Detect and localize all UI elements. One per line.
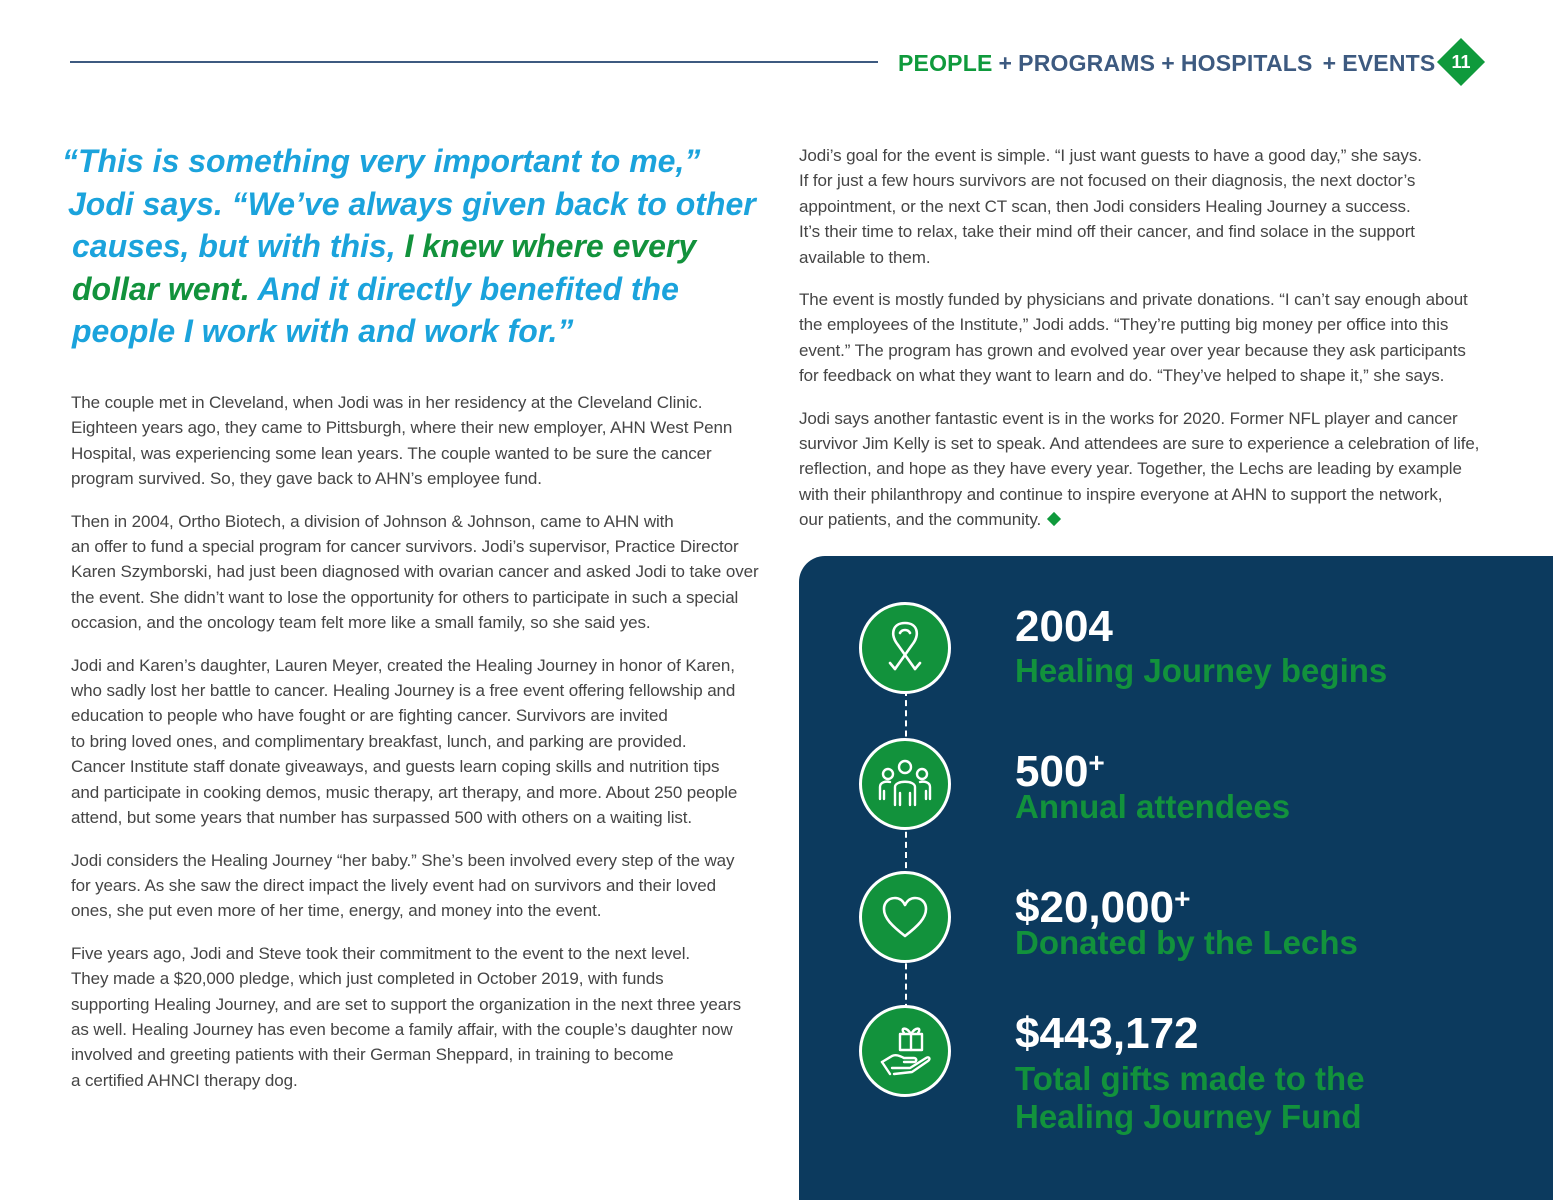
text-line: Hospital, was experiencing some lean years. The couple wanted to be sure the cancer xyxy=(71,443,712,463)
left-column xyxy=(71,390,761,1110)
paragraph xyxy=(799,287,1489,389)
text-line: The event is mostly funded by physicians and private donations. “I can’t say enough about xyxy=(799,290,1468,310)
nav-separator: + xyxy=(1161,49,1175,76)
stat-label: Donated by the Lechs xyxy=(1015,924,1358,961)
text-line: program survived. So, they gave back to AHN’s employee fund. xyxy=(71,469,542,489)
text-line: involved and greeting patients with their German Sheppard, in training to become xyxy=(71,1045,674,1065)
text-line: Karen Szymborski, had just been diagnosed with ovarian cancer and asked Jodi to take over xyxy=(71,562,759,582)
section-nav xyxy=(898,46,1435,80)
text-line: the employees of the Institute,” Jodi adds. “They’re putting big money per office into this xyxy=(799,315,1449,335)
stat-number: 2004 xyxy=(1015,602,1113,651)
text-line: reflection, and hope as they have every year. Together, the Lechs are leading by example xyxy=(799,459,1462,479)
stat-number: $443,172 xyxy=(1015,1009,1199,1058)
paragraph xyxy=(71,509,761,636)
text-line: available to them. xyxy=(799,247,931,267)
text-line: They made a $20,000 pledge, which just completed in October 2019, with funds xyxy=(71,969,664,989)
header-rule xyxy=(70,61,878,63)
pull-quote xyxy=(62,140,762,353)
text-line xyxy=(799,507,1489,532)
stat-value xyxy=(1015,740,1105,795)
stat-number: 500 xyxy=(1015,747,1089,796)
text-line: The couple met in Cleveland, when Jodi was in her residency at the Cleveland Clinic. xyxy=(71,393,703,412)
text-line: Jodi considers the Healing Journey “her baby.” She’s been involved every step of the way xyxy=(71,850,735,870)
text-line: Jodi’s goal for the event is simple. “I just want guests to have a good day,” she says. xyxy=(799,146,1422,165)
text-line: who sadly lost her battle to cancer. Healing Journey is a free event offering fellowship and xyxy=(71,681,736,701)
text-line: to bring loved ones, and complimentary breakfast, lunch, and parking are provided. xyxy=(71,731,687,751)
stat-label: Annual attendees xyxy=(1015,788,1291,825)
paragraph xyxy=(799,143,1489,270)
text-line: survivor Jim Kelly is set to speak. And attendees are sure to experience a celebration of life, xyxy=(799,434,1480,454)
text-line: Eighteen years ago, they came to Pittsburgh, where their new employer, AHN West Penn xyxy=(71,418,733,438)
text-line-end: our patients, and the community. xyxy=(799,510,1042,530)
stat-label: Healing Journey begins xyxy=(1015,652,1388,689)
nav-item-events[interactable]: EVENTS xyxy=(1342,49,1436,76)
text-line: as well. Healing Journey has even become a family affair, with the couple’s daughter now xyxy=(71,1019,733,1039)
text-line: It’s their time to relax, take their mind off their cancer, and find solace in the support xyxy=(799,222,1415,242)
text-line: and participate in cooking demos, music therapy, art therapy, and more. About 250 people xyxy=(71,782,738,802)
nav-separator: + xyxy=(1322,49,1337,76)
text-line: Cancer Institute staff donate giveaways, and guests learn coping skills and nutrition tips xyxy=(71,757,720,777)
text-line: supporting Healing Journey, and are set to support the organization in the next three years xyxy=(71,994,742,1014)
page-number: 11 xyxy=(1451,52,1471,72)
heart-icon xyxy=(859,871,951,963)
gift-in-hand-icon xyxy=(859,1005,951,1097)
text-line: appointment, or the next CT scan, then Jodi considers Healing Journey a success. xyxy=(799,196,1411,216)
text-line: Jodi and Karen’s daughter, Lauren Meyer, created the Healing Journey in honor of Karen, xyxy=(71,655,735,675)
text-line: an offer to fund a special program for cancer survivors. Jodi’s supervisor, Practice Director xyxy=(71,537,739,557)
paragraph xyxy=(71,390,761,492)
text-line: for feedback on what they want to learn and do. “They’ve helped to shape it,” she says. xyxy=(799,366,1445,386)
text-line: the event. She didn’t want to lose the opportunity for others to participate in such a special xyxy=(71,587,739,607)
text-line: with their philanthropy and continue to inspire everyone at AHN to support the network, xyxy=(799,484,1443,504)
stat-plus: + xyxy=(1174,883,1191,914)
nav-separator: + xyxy=(998,49,1013,76)
text-line: Five years ago, Jodi and Steve took their commitment to the event to the next level. xyxy=(71,943,691,963)
ribbon-icon xyxy=(859,602,951,694)
pull-quote-text: And it directly benefited the xyxy=(249,270,679,307)
pull-quote-highlight: I knew where every xyxy=(404,228,697,264)
stat-value xyxy=(1015,1011,1199,1057)
stat-label: Healing Journey Fund xyxy=(1015,1098,1362,1135)
pull-quote-line xyxy=(62,268,762,311)
paragraph xyxy=(71,848,761,924)
text-line: Jodi says another fantastic event is in the works for 2020. Former NFL player and cancer xyxy=(799,408,1458,428)
pull-quote-line xyxy=(62,225,762,268)
nav-item-programs[interactable]: PROGRAMS xyxy=(1018,49,1156,76)
paragraph xyxy=(799,406,1489,533)
stat-plus: + xyxy=(1088,747,1105,778)
text-line: for years. As she saw the direct impact the lively event had on survivors and their loved xyxy=(71,875,716,895)
nav-item-hospitals[interactable]: HOSPITALS xyxy=(1180,49,1313,76)
right-column xyxy=(799,143,1489,550)
stat-label: Total gifts made to the xyxy=(1015,1060,1365,1097)
text-line: event.” The program has grown and evolved year over year because they ask participants xyxy=(799,340,1466,360)
pull-quote-text: causes, but with this, xyxy=(72,228,405,264)
text-line: attend, but some years that number has surpassed 500 with others on a waiting list. xyxy=(71,808,693,828)
pull-quote-highlight: dollar went. xyxy=(72,270,250,307)
page-number-badge xyxy=(1437,38,1485,86)
stat-number: $20,000 xyxy=(1015,883,1175,932)
pull-quote-line: Jodi says. “We’ve always given back to other xyxy=(68,185,756,222)
nav-item-people[interactable]: PEOPLE xyxy=(898,49,993,76)
end-mark-diamond-icon xyxy=(1047,512,1061,526)
text-line: a certified AHNCI therapy dog. xyxy=(71,1070,298,1090)
text-line: ones, she put even more of her time, energy, and money into the event. xyxy=(71,901,602,921)
text-line: If for just a few hours survivors are not focused on their diagnosis, the next doctor’s xyxy=(799,171,1416,191)
paragraph xyxy=(71,941,761,1093)
text-line: education to people who have fought or are fighting cancer. Survivors are invited xyxy=(71,706,668,726)
text-line: occasion, and the oncology team felt more like a small family, so she said yes. xyxy=(71,613,651,633)
stat-value xyxy=(1015,876,1190,931)
people-group-icon xyxy=(859,738,951,830)
pull-quote-line: “This is something very important to me,” xyxy=(62,143,701,179)
paragraph xyxy=(71,653,761,831)
stat-value xyxy=(1015,604,1113,650)
text-line: Then in 2004, Ortho Biotech, a division of Johnson & Johnson, came to AHN with xyxy=(71,511,674,531)
pull-quote-line: people I work with and work for.” xyxy=(72,313,574,349)
